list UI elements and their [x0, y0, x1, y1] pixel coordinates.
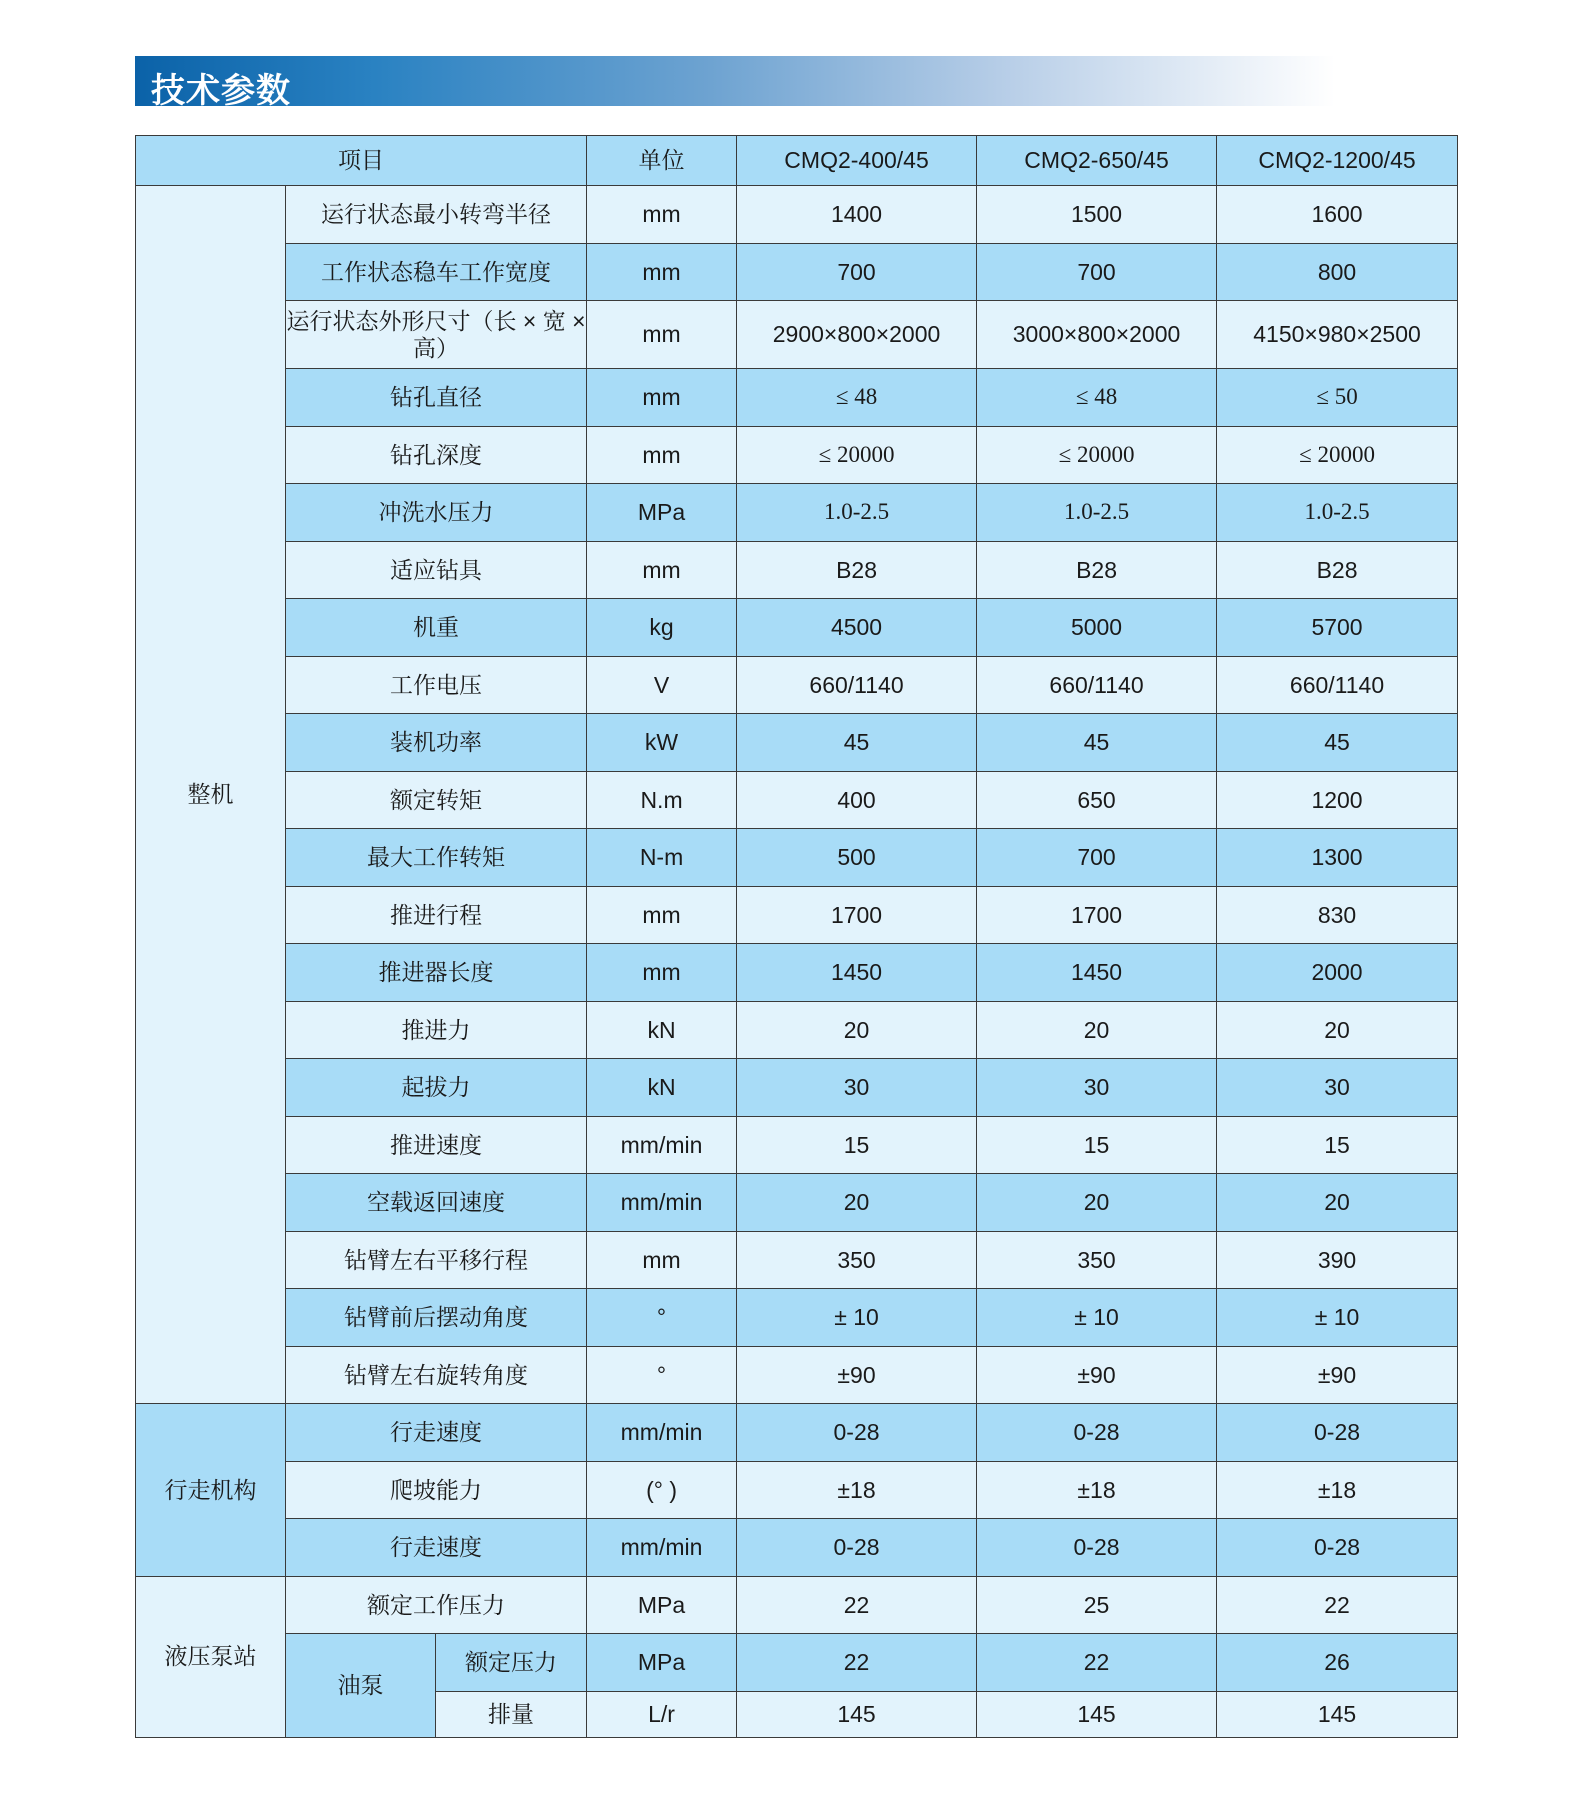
table-row: [136, 426, 1458, 484]
param-value-model-3: ±90: [1217, 1346, 1458, 1404]
table-row: [136, 829, 1458, 887]
param-name: 最大工作转矩: [286, 829, 587, 887]
table-row: [136, 714, 1458, 772]
param-name: 工作电压: [286, 656, 587, 714]
table-row: [136, 301, 1458, 369]
param-value-model-2: 0-28: [977, 1519, 1217, 1577]
param-value-model-3: 660/1140: [1217, 656, 1458, 714]
param-value-model-2: ± 10: [977, 1289, 1217, 1347]
param-value-model-3: 20: [1217, 1001, 1458, 1059]
table-row: [136, 541, 1458, 599]
param-unit: °: [587, 1289, 737, 1347]
header-model-1: CMQ2-400/45: [737, 136, 977, 186]
param-value-model-2: 1700: [977, 886, 1217, 944]
param-value-model-2: 3000×800×2000: [977, 301, 1217, 369]
param-value-model-2: 1.0-2.5: [977, 484, 1217, 542]
param-unit: MPa: [587, 484, 737, 542]
param-value-model-2: 650: [977, 771, 1217, 829]
param-value-model-3: 45: [1217, 714, 1458, 772]
table-row: [136, 1634, 1458, 1692]
param-value-model-2: 30: [977, 1059, 1217, 1117]
param-value-model-3: 390: [1217, 1231, 1458, 1289]
param-unit: mm/min: [587, 1116, 737, 1174]
param-unit: mm: [587, 243, 737, 301]
param-value-model-1: 0-28: [737, 1404, 977, 1462]
param-value-model-3: 20: [1217, 1174, 1458, 1232]
table-row: [136, 1461, 1458, 1519]
param-value-model-1: ±90: [737, 1346, 977, 1404]
table-row: [136, 1576, 1458, 1634]
table-row: [136, 1174, 1458, 1232]
param-name: 装机功率: [286, 714, 587, 772]
table-row: [136, 1059, 1458, 1117]
table-row: [136, 771, 1458, 829]
param-unit: kN: [587, 1059, 737, 1117]
param-value-model-1: 500: [737, 829, 977, 887]
param-value-model-2: B28: [977, 541, 1217, 599]
param-value-model-1: 660/1140: [737, 656, 977, 714]
section-header-banner: [135, 56, 1335, 111]
param-value-model-2: 20: [977, 1174, 1217, 1232]
param-value-model-2: 660/1140: [977, 656, 1217, 714]
param-unit: V: [587, 656, 737, 714]
param-name: 爬坡能力: [286, 1461, 587, 1519]
param-value-model-2: 25: [977, 1576, 1217, 1634]
param-unit: mm: [587, 426, 737, 484]
param-name: 额定转矩: [286, 771, 587, 829]
param-value-model-3: 2000: [1217, 944, 1458, 1002]
header-item: 项目: [136, 136, 587, 186]
param-value-model-1: ± 10: [737, 1289, 977, 1347]
param-unit: MPa: [587, 1576, 737, 1634]
param-value-model-1: 20: [737, 1001, 977, 1059]
param-name: 钻臂左右平移行程: [286, 1231, 587, 1289]
param-value-model-1: 1.0-2.5: [737, 484, 977, 542]
param-unit: kg: [587, 599, 737, 657]
param-value-model-3: 5700: [1217, 599, 1458, 657]
param-name: 运行状态最小转弯半径: [286, 186, 587, 244]
table-row: [136, 186, 1458, 244]
param-name: 行走速度: [286, 1519, 587, 1577]
param-unit: mm: [587, 301, 737, 369]
group-label-whole: 整机: [136, 186, 286, 1404]
param-unit: MPa: [587, 1634, 737, 1692]
param-value-model-1: 45: [737, 714, 977, 772]
group-label-oil-pump: 油泵: [286, 1634, 436, 1738]
table-row: [136, 1001, 1458, 1059]
param-unit: mm: [587, 1231, 737, 1289]
param-value-model-2: 22: [977, 1634, 1217, 1692]
section-title: 技术参数: [151, 71, 291, 111]
param-value-model-3: B28: [1217, 541, 1458, 599]
param-name: 额定压力: [436, 1634, 587, 1692]
table-row: [136, 243, 1458, 301]
param-unit: mm: [587, 541, 737, 599]
spec-table: [135, 135, 1458, 1738]
param-value-model-1: 4500: [737, 599, 977, 657]
param-unit: mm/min: [587, 1404, 737, 1462]
param-value-model-3: 145: [1217, 1691, 1458, 1737]
table-row: [136, 1519, 1458, 1577]
table-row: [136, 1346, 1458, 1404]
table-row: [136, 484, 1458, 542]
param-name: 推进器长度: [286, 944, 587, 1002]
param-value-model-3: 0-28: [1217, 1404, 1458, 1462]
param-value-model-1: 1400: [737, 186, 977, 244]
param-name: 钻臂左右旋转角度: [286, 1346, 587, 1404]
table-row: [136, 656, 1458, 714]
param-value-model-3: 26: [1217, 1634, 1458, 1692]
param-unit: L/r: [587, 1691, 737, 1737]
param-value-model-1: 145: [737, 1691, 977, 1737]
param-value-model-2: ≤ 48: [977, 369, 1217, 427]
param-unit: mm/min: [587, 1174, 737, 1232]
param-value-model-2: ±18: [977, 1461, 1217, 1519]
param-value-model-2: 45: [977, 714, 1217, 772]
param-value-model-1: 1700: [737, 886, 977, 944]
param-value-model-2: 700: [977, 829, 1217, 887]
param-value-model-3: ≤ 20000: [1217, 426, 1458, 484]
param-value-model-1: ≤ 48: [737, 369, 977, 427]
param-value-model-1: 20: [737, 1174, 977, 1232]
param-value-model-1: 700: [737, 243, 977, 301]
param-unit: N-m: [587, 829, 737, 887]
param-value-model-1: 15: [737, 1116, 977, 1174]
param-value-model-2: 700: [977, 243, 1217, 301]
param-value-model-2: 20: [977, 1001, 1217, 1059]
param-value-model-3: 0-28: [1217, 1519, 1458, 1577]
param-unit: mm: [587, 886, 737, 944]
table-row: [136, 1231, 1458, 1289]
param-name: 推进行程: [286, 886, 587, 944]
param-value-model-1: 22: [737, 1576, 977, 1634]
group-label-hydraulic: 液压泵站: [136, 1576, 286, 1737]
param-value-model-2: ≤ 20000: [977, 426, 1217, 484]
param-value-model-3: ≤ 50: [1217, 369, 1458, 427]
param-value-model-3: 15: [1217, 1116, 1458, 1174]
param-value-model-2: 0-28: [977, 1404, 1217, 1462]
param-value-model-1: ±18: [737, 1461, 977, 1519]
param-value-model-2: 1450: [977, 944, 1217, 1002]
param-value-model-1: B28: [737, 541, 977, 599]
param-unit: kW: [587, 714, 737, 772]
header-unit: 单位: [587, 136, 737, 186]
param-name: 起拔力: [286, 1059, 587, 1117]
table-row: [136, 944, 1458, 1002]
param-unit: N.m: [587, 771, 737, 829]
param-name: 行走速度: [286, 1404, 587, 1462]
param-value-model-1: 0-28: [737, 1519, 977, 1577]
table-row: [136, 1404, 1458, 1462]
param-value-model-2: ±90: [977, 1346, 1217, 1404]
param-value-model-1: 2900×800×2000: [737, 301, 977, 369]
param-value-model-3: 800: [1217, 243, 1458, 301]
param-name: 适应钻具: [286, 541, 587, 599]
table-row: [136, 599, 1458, 657]
table-row: [136, 369, 1458, 427]
param-name: 额定工作压力: [286, 1576, 587, 1634]
table-header-row: [136, 136, 1458, 186]
param-value-model-2: 145: [977, 1691, 1217, 1737]
param-value-model-3: 4150×980×2500: [1217, 301, 1458, 369]
param-value-model-3: 30: [1217, 1059, 1458, 1117]
param-value-model-2: 5000: [977, 599, 1217, 657]
param-unit: mm/min: [587, 1519, 737, 1577]
param-value-model-1: 400: [737, 771, 977, 829]
table-row: [136, 886, 1458, 944]
param-value-model-3: ± 10: [1217, 1289, 1458, 1347]
param-value-model-1: 30: [737, 1059, 977, 1117]
group-label-travel: 行走机构: [136, 1404, 286, 1577]
param-name: 排量: [436, 1691, 587, 1737]
param-value-model-3: 1300: [1217, 829, 1458, 887]
table-row: [136, 1116, 1458, 1174]
param-value-model-3: 1600: [1217, 186, 1458, 244]
param-value-model-3: 22: [1217, 1576, 1458, 1634]
param-unit: mm: [587, 186, 737, 244]
param-name: 钻孔直径: [286, 369, 587, 427]
param-name: 推进力: [286, 1001, 587, 1059]
header-model-2: CMQ2-650/45: [977, 136, 1217, 186]
param-unit: °: [587, 1346, 737, 1404]
param-value-model-2: 350: [977, 1231, 1217, 1289]
param-value-model-3: 1.0-2.5: [1217, 484, 1458, 542]
table-row: [136, 1289, 1458, 1347]
param-value-model-1: 350: [737, 1231, 977, 1289]
param-unit: mm: [587, 369, 737, 427]
param-name: 冲洗水压力: [286, 484, 587, 542]
param-value-model-1: ≤ 20000: [737, 426, 977, 484]
param-value-model-3: 1200: [1217, 771, 1458, 829]
param-name: 运行状态外形尺寸（长 × 宽 × 高）: [286, 301, 587, 369]
param-name: 空载返回速度: [286, 1174, 587, 1232]
param-name: 钻臂前后摆动角度: [286, 1289, 587, 1347]
param-name: 工作状态稳车工作宽度: [286, 243, 587, 301]
param-name: 钻孔深度: [286, 426, 587, 484]
param-unit: mm: [587, 944, 737, 1002]
param-value-model-2: 1500: [977, 186, 1217, 244]
param-unit: kN: [587, 1001, 737, 1059]
param-value-model-1: 1450: [737, 944, 977, 1002]
param-value-model-3: 830: [1217, 886, 1458, 944]
param-value-model-2: 15: [977, 1116, 1217, 1174]
param-unit: (° ): [587, 1461, 737, 1519]
param-name: 推进速度: [286, 1116, 587, 1174]
param-name: 机重: [286, 599, 587, 657]
header-model-3: CMQ2-1200/45: [1217, 136, 1458, 186]
param-value-model-1: 22: [737, 1634, 977, 1692]
param-value-model-3: ±18: [1217, 1461, 1458, 1519]
